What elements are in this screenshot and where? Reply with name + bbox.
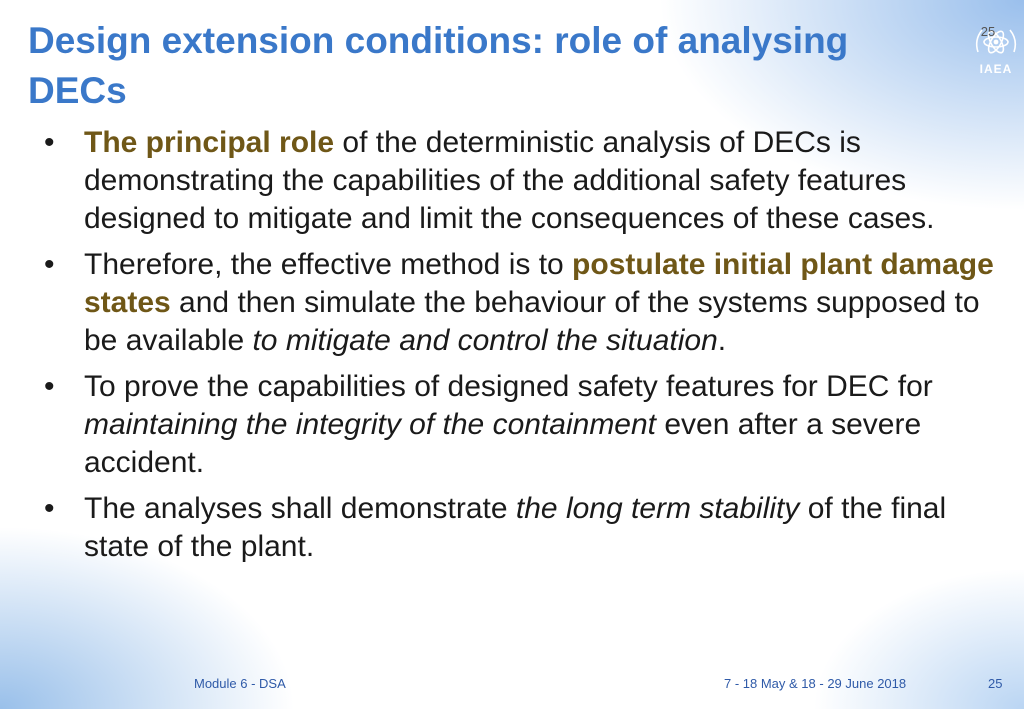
bullet-marker: • (44, 370, 55, 403)
bullet-item (44, 246, 1004, 360)
bullet-text-segment: the long term stability (515, 492, 800, 525)
bullet-text-segment: of the final state of the plant. (84, 492, 947, 563)
bullet-text-segment: Therefore, the effective method is to (84, 248, 573, 281)
bullet-text-segment: The principal role (84, 126, 335, 159)
slide-number-top: 25 (980, 24, 996, 39)
footer-page-number: 25 (988, 676, 1003, 691)
bullet-text-segment: even after a severe accident. (84, 408, 922, 479)
bullet-text-segment: and then simulate the behaviour of the systems supposed to be available (84, 286, 980, 357)
bullet-text-segment: The analyses shall demonstrate (84, 492, 516, 525)
bullet-item (44, 124, 1004, 238)
bullet-list (44, 124, 1004, 574)
bullet-text-segment: of the deterministic analysis of DECs is demonstrating the capabilities of the additional safety features designed to mitigate and limit the consequences of these cases. (84, 126, 935, 235)
bullet-item (44, 368, 1004, 482)
bullet-text-segment: . (717, 324, 727, 357)
bullet-marker: • (44, 126, 55, 159)
bullet-marker: • (44, 248, 55, 281)
bullet-text-segment: maintaining the integrity of the containment (84, 408, 657, 441)
bullet-text-segment: to mitigate and control the situation (252, 324, 718, 357)
bullet-item (44, 490, 1004, 566)
bullet-text-segment: postulate initial plant damage states (84, 248, 994, 319)
bullet-marker: • (44, 492, 55, 525)
logo-text: IAEA (979, 62, 1013, 76)
slide-title: Design extension conditions: role of analysing DECs (28, 20, 849, 111)
bullet-text-segment: To prove the capabilities of designed safety features for DEC for (84, 370, 933, 403)
footer-module: Module 6 - DSA (194, 676, 286, 691)
footer-dates: 7 - 18 May & 18 - 29 June 2018 (724, 676, 907, 691)
